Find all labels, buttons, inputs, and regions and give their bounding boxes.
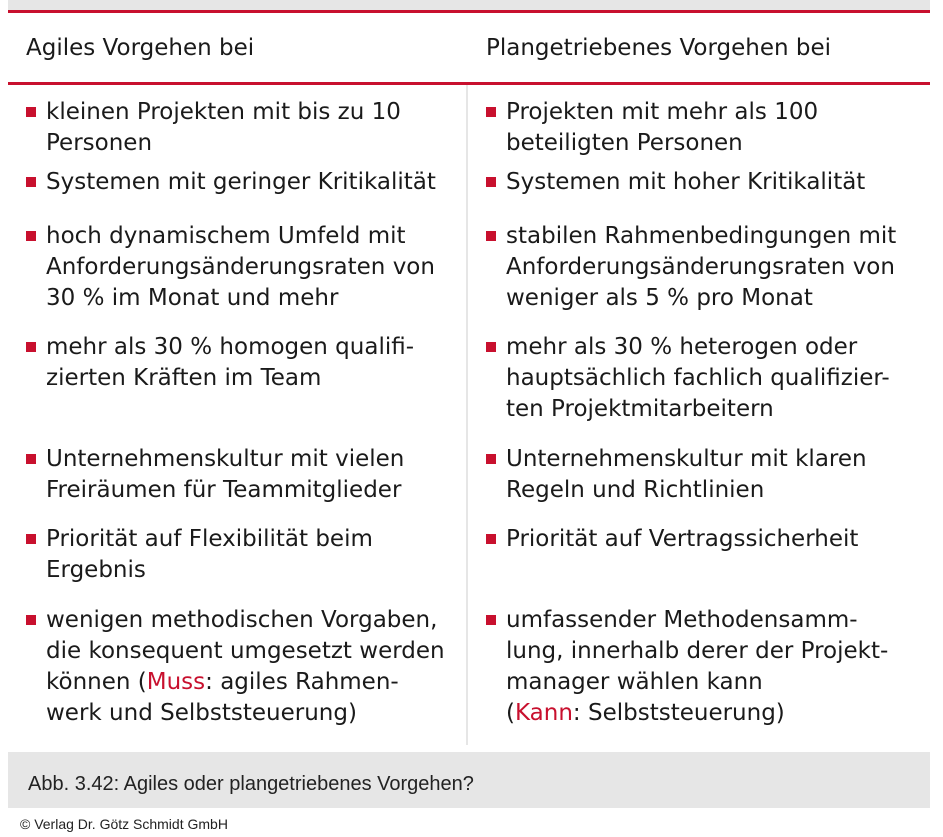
highlight-kann: Kann (514, 700, 573, 726)
square-bullet-icon (26, 177, 36, 187)
table-row (8, 220, 466, 332)
table-row (8, 605, 466, 745)
square-bullet-icon (486, 177, 496, 187)
square-bullet-icon (26, 454, 36, 464)
table-row (8, 332, 466, 444)
table-row (468, 332, 928, 444)
cell-text: hoch dynamischem Umfeld mit Anforderungsänderungsraten von 30 % im Monat und mehr (46, 223, 435, 311)
table-row (468, 85, 928, 167)
header-plan-driven: Plangetriebenes Vorgehen bei (486, 34, 832, 61)
square-bullet-icon (26, 534, 36, 544)
cell-text: mehr als 30 % heterogen oder hauptsächlich fachlich qualifizier- ten Projektmitarbeitern (506, 334, 890, 422)
column-agile (8, 85, 468, 745)
table-body (8, 85, 930, 745)
table-row (468, 167, 928, 220)
cell-text: Unternehmenskultur mit klaren Regeln und Richtlinien (506, 446, 867, 503)
table-row (468, 605, 928, 745)
table-row (468, 524, 928, 605)
figure-caption: Abb. 3.42: Agiles oder plangetriebenes Vorgehen? (28, 773, 474, 795)
comparison-table (8, 10, 930, 752)
table-row (8, 444, 466, 524)
square-bullet-icon (486, 454, 496, 464)
cell-text (46, 605, 445, 729)
square-bullet-icon (486, 534, 496, 544)
highlight-muss: Muss (146, 669, 206, 695)
table-row (8, 85, 466, 167)
cell-text: Systemen mit geringer Kritikalität (46, 169, 436, 195)
square-bullet-icon (486, 615, 496, 625)
cell-text: Systemen mit hoher Kritikalität (506, 169, 866, 195)
cell-text: Priorität auf Vertragssicherheit (506, 526, 859, 552)
cell-text-start: umfassender Methodensamm- lung, innerhalb derer der Projekt- manager wählen kann ( (506, 607, 889, 726)
square-bullet-icon (26, 231, 36, 241)
cell-text: Unternehmenskultur mit vielen Freiräumen für Teammitglieder (46, 446, 405, 503)
cell-text-start: wenigen methodischen Vorgaben, die konsequent umgesetzt werden können ( (46, 607, 445, 695)
copyright-notice: © Verlag Dr. Götz Schmidt GmbH (20, 816, 228, 832)
cell-text: mehr als 30 % homogen qualifi- zierten Kräften im Team (46, 334, 415, 391)
header-agile: Agiles Vorgehen bei (26, 34, 255, 61)
cell-text-end: : agiles Rahmen- werk und Selbststeuerung) (46, 669, 399, 726)
table-row (8, 167, 466, 220)
table-header (8, 13, 930, 85)
square-bullet-icon (26, 615, 36, 625)
square-bullet-icon (486, 231, 496, 241)
cell-text-end: : Selbststeuerung) (572, 700, 785, 726)
cell-text: Priorität auf Flexibilität beim Ergebnis (46, 526, 373, 583)
square-bullet-icon (486, 342, 496, 352)
square-bullet-icon (486, 107, 496, 117)
cell-text: Projekten mit mehr als 100 beteiligten Personen (506, 99, 819, 156)
square-bullet-icon (26, 342, 36, 352)
table-row (468, 220, 928, 332)
table-row (8, 524, 466, 605)
cell-text: kleinen Projekten mit bis zu 10 Personen (46, 99, 401, 156)
cell-text (506, 605, 888, 729)
column-plan-driven (468, 85, 928, 745)
cell-text: stabilen Rahmenbedingungen mit Anforderungsänderungsraten von weniger als 5 % pro Monat (506, 223, 897, 311)
square-bullet-icon (26, 107, 36, 117)
table-row (468, 444, 928, 524)
